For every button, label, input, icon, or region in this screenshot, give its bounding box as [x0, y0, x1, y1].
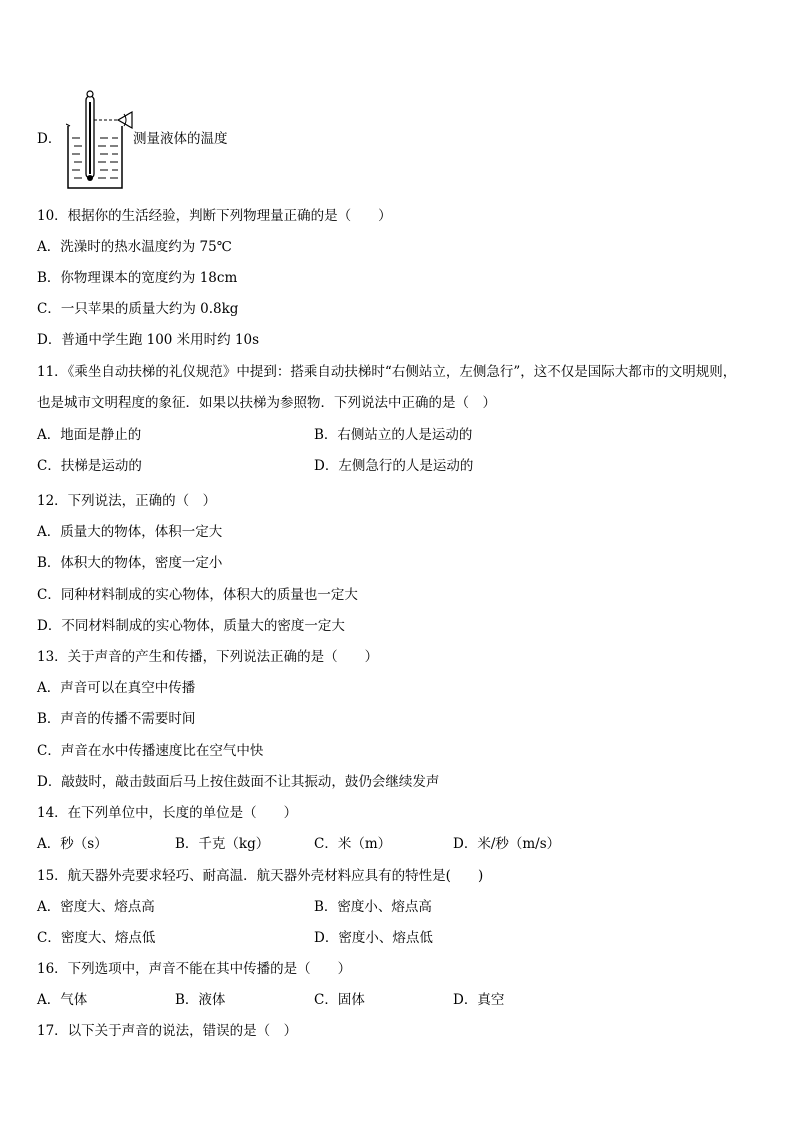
q13-option-d: D．敲鼓时，敲击鼓面后马上按住鼓面不让其振动，鼓仍会继续发声 [37, 774, 440, 790]
q14-option-a: A．秒（s） [37, 836, 108, 852]
q12-option-d: D．不同材料制成的实心物体，质量大的密度一定大 [37, 618, 345, 634]
q10-option-d: D．普通中学生跑 100 米用时约 10s [37, 332, 260, 348]
q16-stem: 16．下列选项中，声音不能在其中传播的是（ ） [37, 961, 352, 977]
q14-option-b: B．千克（kg） [175, 836, 270, 852]
q11-option-d: D．左侧急行的人是运动的 [314, 458, 474, 474]
q13-stem: 13．关于声音的产生和传播，下列说法正确的是（ ） [37, 649, 379, 665]
q10-stem: 10．根据你的生活经验，判断下列物理量正确的是（ ） [37, 208, 392, 224]
q11-option-c: C．扶梯是运动的 [37, 458, 142, 474]
q11-option-a: A．地面是静止的 [37, 427, 142, 443]
q16-option-d: D．真空 [453, 992, 505, 1008]
q9-option-d-label: D． [37, 131, 62, 147]
q12-option-a: A．质量大的物体，体积一定大 [37, 524, 223, 540]
q11-stem-line2: 也是城市文明程度的象征．如果以扶梯为参照物．下列说法中正确的是（ ） [37, 395, 496, 411]
q11-stem-line1: 11．《乘坐自动扶梯的礼仪规范》中提到：搭乘自动扶梯时“右侧站立，左侧急行”，这不仅是国际大都市的文明规则， [37, 364, 737, 380]
q14-option-c: C．米（m） [314, 836, 392, 852]
q17-stem: 17．以下关于声音的说法，错误的是（ ） [37, 1023, 298, 1039]
q12-option-b: B．体积大的物体，密度一定小 [37, 555, 223, 571]
q15-option-b: B．密度小、熔点高 [314, 899, 432, 915]
q12-option-c: C．同种材料制成的实心物体，体积大的质量也一定大 [37, 587, 358, 603]
q13-option-b: B．声音的传播不需要时间 [37, 711, 196, 727]
q14-stem: 14．在下列单位中，长度的单位是（ ） [37, 805, 298, 821]
q16-option-c: C．固体 [314, 992, 365, 1008]
q15-stem: 15．航天器外壳要求轻巧、耐高温．航天器外壳材料应具有的特性是( ) [37, 868, 484, 884]
q13-option-c: C．声音在水中传播速度比在空气中快 [37, 743, 264, 759]
q10-option-c: C．一只苹果的质量大约为 0.8kg [37, 301, 239, 317]
q11-option-b: B．右侧站立的人是运动的 [314, 427, 473, 443]
thermometer-in-beaker-figure [66, 88, 136, 192]
q16-option-a: A．气体 [37, 992, 88, 1008]
thermometer-icon [66, 88, 136, 192]
q13-option-a: A．声音可以在真空中传播 [37, 680, 196, 696]
q12-stem: 12．下列说法，正确的（ ） [37, 493, 217, 509]
q9-option-d-caption: 测量液体的温度 [133, 131, 228, 147]
q14-option-d: D．米/秒（m/s） [453, 836, 561, 852]
q16-option-b: B．液体 [175, 992, 226, 1008]
q10-option-b: B．你物理课本的宽度约为 18cm [37, 270, 238, 286]
q10-option-a: A．洗澡时的热水温度约为 75℃ [37, 239, 232, 255]
q15-option-d: D．密度小、熔点低 [314, 930, 433, 946]
q15-option-c: C．密度大、熔点低 [37, 930, 156, 946]
q15-option-a: A．密度大、熔点高 [37, 899, 155, 915]
